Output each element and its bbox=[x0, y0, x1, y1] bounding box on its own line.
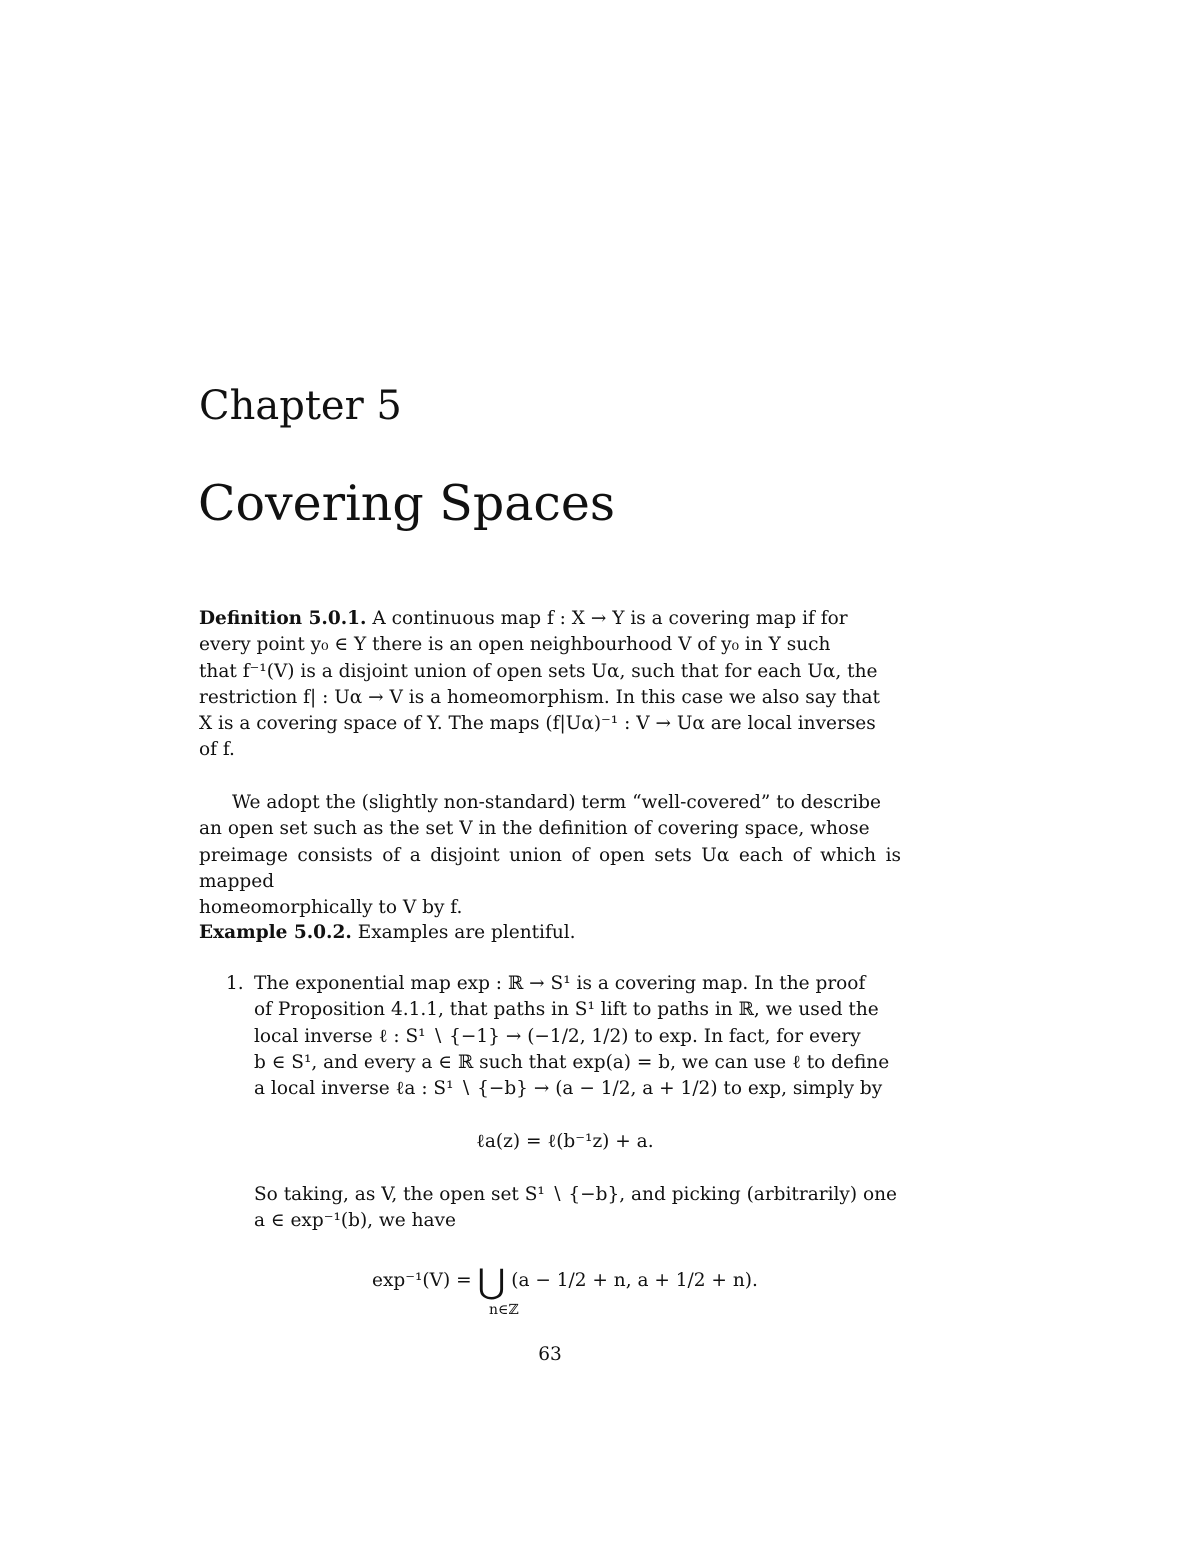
paragraph-line: preimage consists of a disjoint union of open sets Uα each of which is mapped bbox=[199, 844, 901, 892]
example-head: Example 5.0.2. bbox=[199, 922, 352, 943]
item-continuation bbox=[254, 1182, 902, 1235]
item-line: b ∈ S¹, and every a ∈ ℝ such that exp(a) = b, we can use ℓ to define bbox=[254, 1051, 890, 1073]
union-subscript: n∈ℤ bbox=[489, 1302, 519, 1318]
display-equation-2 bbox=[372, 1262, 758, 1302]
chapter-label: Chapter 5 bbox=[199, 383, 402, 429]
definition-line: every point y₀ ∈ Y there is an open neighbourhood V of y₀ in Y such bbox=[199, 634, 831, 656]
item-line: a local inverse ℓa : S¹ ∖ {−b} → (a − 1/2, a + 1/2) to exp, simply by bbox=[254, 1078, 883, 1100]
definition-line: Definition 5.0.1. A continuous map f : X → Y is a covering map if for bbox=[199, 608, 848, 629]
definition-line: X is a covering space of Y. The maps (f|Uα)⁻¹ : V → Uα are local inverses bbox=[199, 713, 876, 735]
item-line: a ∈ exp⁻¹(b), we have bbox=[254, 1210, 456, 1232]
well-covered-paragraph bbox=[199, 790, 901, 921]
example-line bbox=[199, 920, 901, 946]
item-line: The exponential map exp : ℝ → S¹ is a covering map. In the proof bbox=[254, 973, 866, 994]
equation-rhs: (a − 1/2 + n, a + 1/2 + n). bbox=[511, 1270, 758, 1291]
list-item-number: 1. bbox=[226, 973, 244, 994]
definition-line: that f⁻¹(V) is a disjoint union of open sets Uα, such that for each Uα, the bbox=[199, 660, 878, 682]
item-line: local inverse ℓ : S¹ ∖ {−1} → (−1/2, 1/2) to exp. In fact, for every bbox=[254, 1025, 861, 1047]
definition-line: restriction f| : Uα → V is a homeomorphism. In this case we also say that bbox=[199, 686, 880, 708]
definition-block bbox=[199, 606, 901, 764]
definition-head: Definition 5.0.1. bbox=[199, 608, 367, 629]
paragraph-line: We adopt the (slightly non-standard) term “well-covered” to describe bbox=[232, 792, 881, 813]
item-line: So taking, as V, the open set S¹ ∖ {−b}, and picking (arbitrarily) one bbox=[254, 1184, 897, 1205]
example-text: Examples are plentiful. bbox=[357, 922, 576, 943]
display-equation-1: ℓa(z) = ℓ(b⁻¹z) + a. bbox=[476, 1131, 654, 1152]
definition-line: of f. bbox=[199, 739, 235, 761]
chapter-title: Covering Spaces bbox=[198, 475, 616, 532]
page-number: 63 bbox=[538, 1344, 562, 1365]
paragraph-line: homeomorphically to V by f. bbox=[199, 897, 463, 919]
equation-lhs: exp⁻¹(V) = bbox=[372, 1270, 472, 1291]
list-item-body bbox=[254, 971, 902, 1102]
paragraph-line: an open set such as the set V in the definition of covering space, whose bbox=[199, 818, 870, 840]
item-line: of Proposition 4.1.1, that paths in S¹ lift to paths in ℝ, we used the bbox=[254, 999, 879, 1021]
big-union-symbol: ⋃ bbox=[477, 1262, 506, 1302]
